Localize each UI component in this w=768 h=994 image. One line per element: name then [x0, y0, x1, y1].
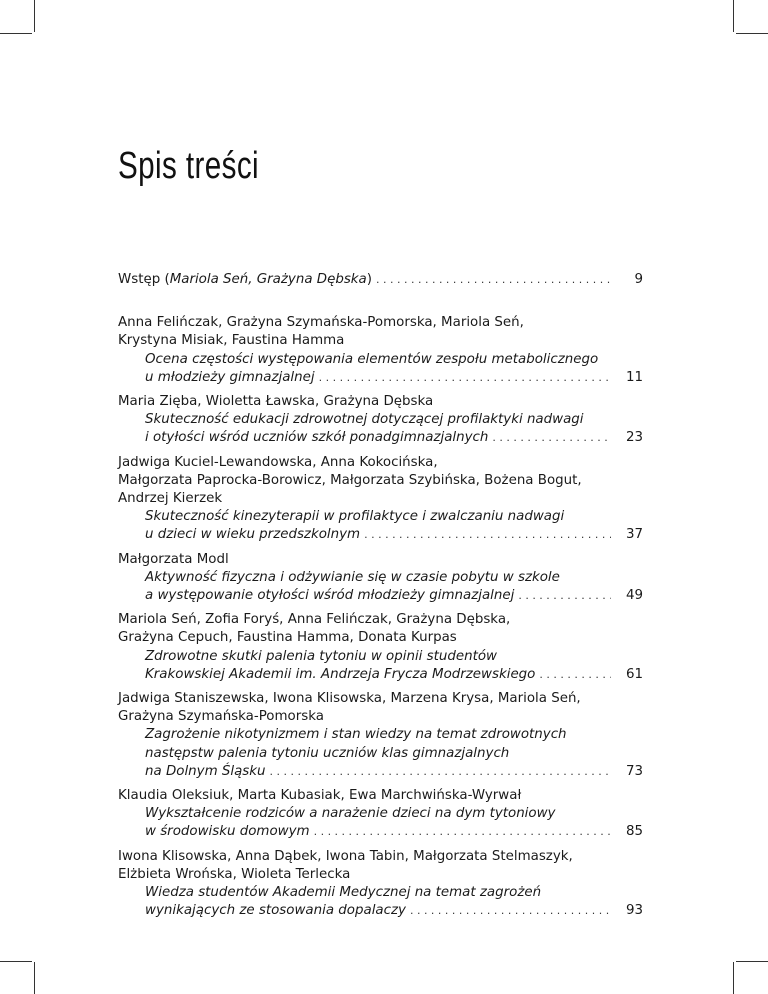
dot-leader: [314, 823, 611, 841]
page-number: 61: [625, 666, 643, 682]
toc-entry-authors: Grażyna Szymańska-Pomorska: [118, 709, 324, 725]
toc-entry-title: w środowisku domowym: [145, 824, 310, 840]
toc-entry-title: na Dolnym Śląsku: [145, 763, 266, 779]
crop-mark: [34, 0, 35, 32]
dot-leader: [376, 271, 611, 289]
dot-leader: [364, 526, 611, 544]
toc-entry[interactable]: [118, 787, 643, 842]
intro-suffix: ): [366, 272, 372, 287]
crop-mark: [0, 33, 32, 34]
page-title: Spis treści: [118, 145, 260, 188]
toc-entry-authors: Grażyna Cepuch, Faustina Hamma, Donata Kurpas: [118, 630, 457, 646]
toc-entry-intro[interactable]: [118, 271, 643, 289]
dot-leader: [319, 369, 611, 387]
toc-entry[interactable]: [118, 314, 643, 387]
toc-entry-title: u dzieci w wieku przedszkolnym: [145, 527, 361, 543]
toc-entry[interactable]: [118, 454, 643, 545]
crop-mark: [736, 961, 768, 962]
toc-entries: [118, 314, 643, 920]
toc-entry-title: i otyłości wśród uczniów szkół ponadgimnazjalnych: [145, 430, 489, 446]
crop-mark: [34, 962, 35, 994]
toc-entry[interactable]: [118, 611, 643, 684]
toc-entry-title: Wiedza studentów Akademii Medycznej na temat zagrożeń: [145, 885, 542, 901]
page-number: 11: [625, 369, 643, 385]
table-of-contents: [118, 271, 643, 927]
toc-entry-title: Wykształcenie rodziców a narażenie dzieci na dym tytoniowy: [145, 806, 556, 822]
toc-entry-authors: Anna Felińczak, Grażyna Szymańska-Pomorska, Mariola Seń,: [118, 315, 524, 331]
toc-entry-authors: Maria Zięba, Wioletta Ławska, Grażyna Dębska: [118, 394, 434, 410]
intro-prefix: Wstęp (: [118, 272, 170, 287]
toc-entry-authors: Małgorzata Paprocka-Borowicz, Małgorzata Szybińska, Bożena Bogut,: [118, 472, 582, 488]
toc-entry-authors: Jadwiga Staniszewska, Iwona Klisowska, Marzena Krysa, Mariola Seń,: [118, 691, 581, 707]
toc-entry-title: Skuteczność edukacji zdrowotnej dotyczącej profilaktyki nadwagi: [145, 412, 584, 428]
intro-editors: Mariola Seń, Grażyna Dębska: [169, 272, 367, 287]
toc-entry-authors: Klaudia Oleksiuk, Marta Kubasiak, Ewa Marchwińska-Wyrwał: [118, 788, 522, 804]
toc-entry-authors: Małgorzata Modl: [118, 551, 229, 567]
toc-entry-title: Zagrożenie nikotynizmem i stan wiedzy na temat zdrowotnych: [145, 727, 567, 743]
toc-entry-title: a występowanie otyłości wśród młodzieży gimnazjalnej: [145, 588, 515, 604]
crop-mark: [0, 961, 32, 962]
toc-entry-title: następstw palenia tytoniu uczniów klas gimnazjalnych: [145, 745, 510, 761]
toc-intro-text: [118, 271, 372, 289]
toc-entry-title: u młodzieży gimnazjalnej: [145, 369, 315, 385]
toc-entry-last-line: [118, 587, 643, 605]
toc-entry-title: Ocena częstości występowania elementów zespołu metabolicznego: [145, 351, 599, 367]
page-number: 85: [625, 824, 643, 840]
toc-entry-last-line: [118, 429, 643, 447]
toc-entry-authors: Elżbieta Wrońska, Wioleta Terlecka: [118, 866, 351, 882]
toc-entry-title: wynikających ze stosowania dopalaczy: [145, 903, 406, 919]
toc-entry[interactable]: [118, 848, 643, 921]
toc-entry-last-line: [118, 823, 643, 841]
toc-entry[interactable]: [118, 551, 643, 606]
dot-leader: [539, 666, 611, 684]
crop-mark: [733, 0, 734, 32]
toc-entry-last-line: [118, 369, 643, 387]
toc-entry-title: Zdrowotne skutki palenia tytoniu w opinii studentów: [145, 648, 497, 664]
dot-leader: [410, 902, 611, 920]
page-number: 73: [625, 763, 643, 779]
toc-entry-title: Aktywność fizyczna i odżywianie się w czasie pobytu w szkole: [145, 569, 560, 585]
toc-entry[interactable]: [118, 690, 643, 781]
dot-leader: [492, 429, 611, 447]
toc-entry-title: Krakowskiej Akademii im. Andrzeja Frycza Modrzewskiego: [145, 666, 536, 682]
toc-entry-title: Skuteczność kinezyterapii w profilaktyce i zwalczaniu nadwagi: [145, 509, 565, 525]
toc-entry-authors: Iwona Klisowska, Anna Dąbek, Iwona Tabin, Małgorzata Stelmaszyk,: [118, 848, 573, 864]
page-number: 49: [625, 588, 643, 604]
page-number: 37: [625, 527, 643, 543]
page-number: 23: [625, 430, 643, 446]
toc-entry-last-line: [118, 526, 643, 544]
toc-entry-last-line: [118, 902, 643, 920]
toc-entry[interactable]: [118, 393, 643, 448]
page-number: 9: [634, 272, 643, 287]
dot-leader: [518, 587, 611, 605]
toc-entry-last-line: [118, 666, 643, 684]
toc-entry-authors: Mariola Seń, Zofia Foryś, Anna Felińczak, Grażyna Dębska,: [118, 612, 511, 628]
toc-entry-authors: Andrzej Kierzek: [118, 491, 223, 507]
toc-intro-line: [118, 271, 643, 289]
toc-entry-authors: Krystyna Misiak, Faustina Hamma: [118, 333, 345, 349]
page-number: 93: [625, 903, 643, 919]
crop-mark: [733, 962, 734, 994]
toc-entry-last-line: [118, 763, 643, 781]
crop-mark: [736, 33, 768, 34]
dot-leader: [270, 763, 611, 781]
toc-entry-authors: Jadwiga Kuciel-Lewandowska, Anna Kokocińska,: [118, 454, 438, 470]
